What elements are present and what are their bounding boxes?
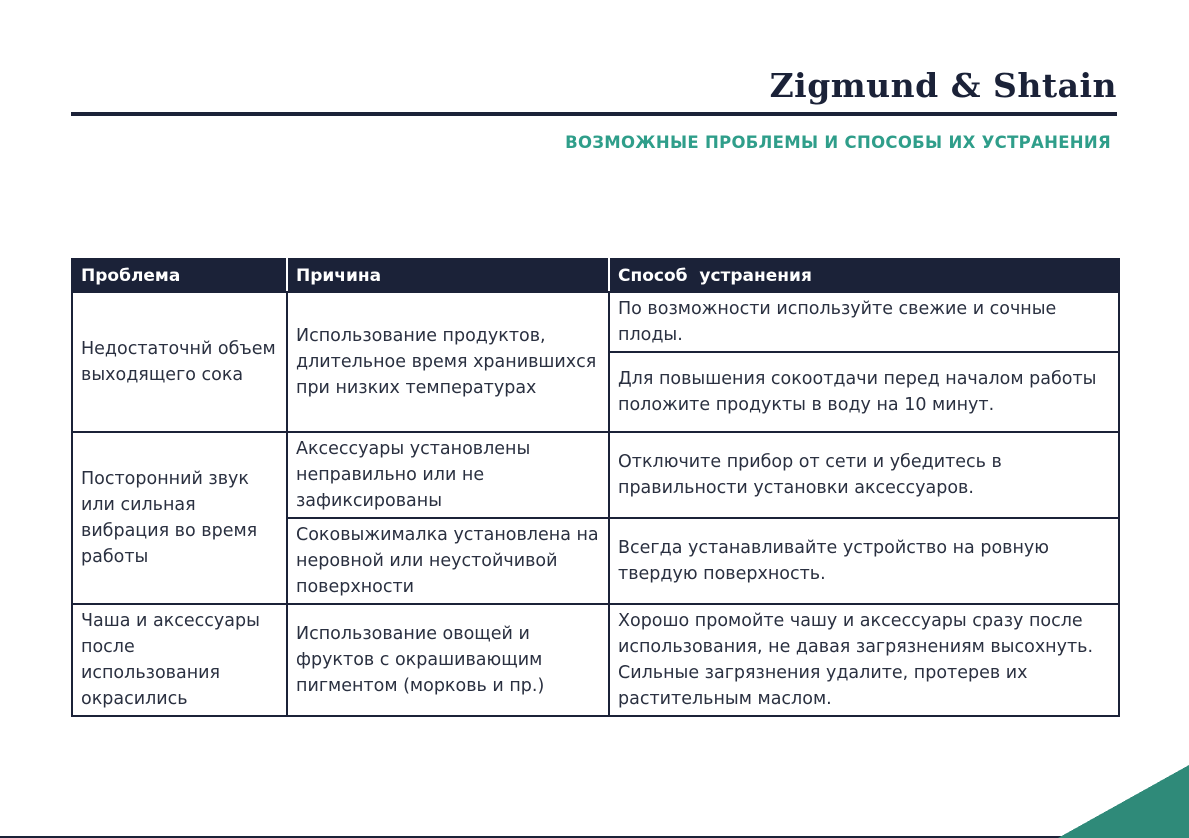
- cause-cell: Использование продуктов, длительное время хранившихся при низких температурах: [287, 292, 609, 432]
- column-header-problem: Проблема: [72, 259, 287, 292]
- column-header-solution: Способ устранения: [609, 259, 1119, 292]
- section-title: ВОЗМОЖНЫЕ ПРОБЛЕМЫ И СПОСОБЫ ИХ УСТРАНЕНИЯ: [565, 133, 1111, 152]
- table-row: [72, 432, 1119, 518]
- corner-decoration: [1058, 765, 1189, 838]
- header-divider: [71, 112, 1117, 116]
- solution-cell: Хорошо промойте чашу и аксессуары сразу после использования, не давая загрязнениям высохнуть. Сильные загрязнения удалите, протерев их растительным маслом.: [609, 604, 1119, 716]
- cause-cell: Аксессуары установлены неправильно или не зафиксированы: [287, 432, 609, 518]
- solution-cell: Отключите прибор от сети и убедитесь в правильности установки аксессуаров.: [609, 432, 1119, 518]
- solution-cell: По возможности используйте свежие и сочные плоды.: [609, 292, 1119, 352]
- solution-cell: Всегда устанавливайте устройство на ровную твердую поверхность.: [609, 518, 1119, 604]
- table-row: [72, 604, 1119, 716]
- table-header-row: [72, 259, 1119, 292]
- table-row: [72, 292, 1119, 352]
- column-header-cause: Причина: [287, 259, 609, 292]
- cause-cell: Использование овощей и фруктов с окрашивающим пигментом (морковь и пр.): [287, 604, 609, 716]
- troubleshooting-table: [71, 258, 1120, 717]
- brand-logo: Zigmund & Shtain: [769, 66, 1117, 105]
- cause-cell: Соковыжималка установлена на неровной или неустойчивой поверхности: [287, 518, 609, 604]
- problem-cell: Посторонний звук или сильная вибрация во время работы: [72, 432, 287, 604]
- problem-cell: Чаша и аксессуары после использования окрасились: [72, 604, 287, 716]
- solution-cell: Для повышения сокоотдачи перед началом работы положите продукты в воду на 10 минут.: [609, 352, 1119, 432]
- problem-cell: Недостаточнй объем выходящего сока: [72, 292, 287, 432]
